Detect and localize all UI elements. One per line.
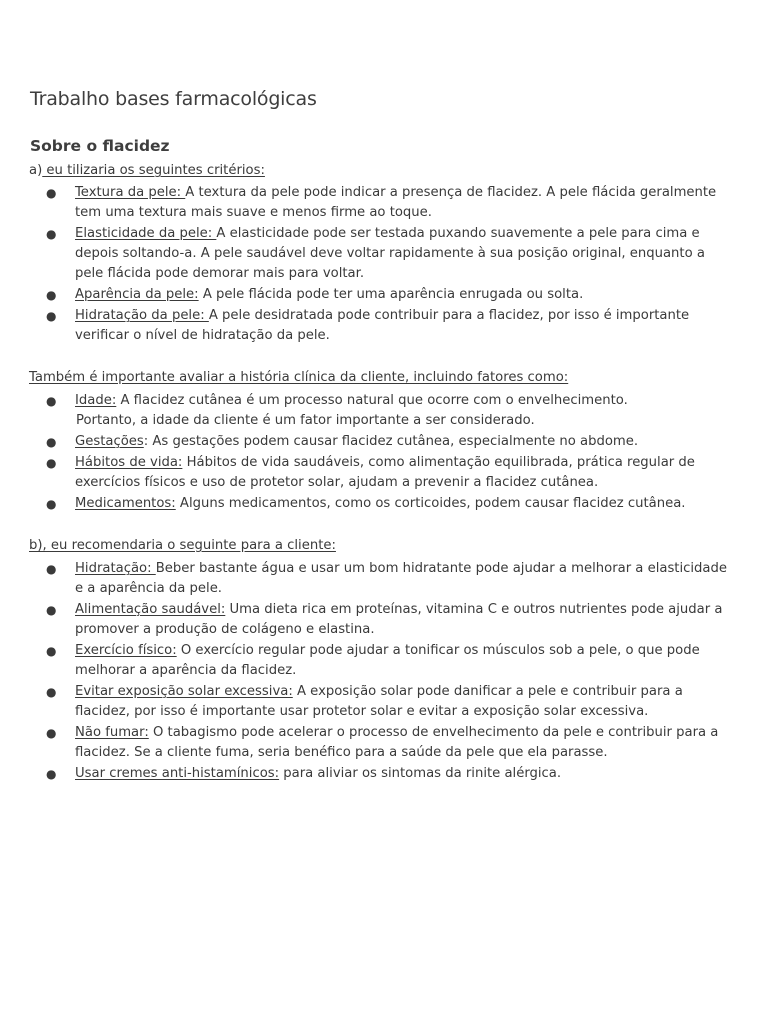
list-item: ● Elasticidade da pele: A elasticidade pode ser testada puxando suavemente a pele para cima e depois soltando-a. A pele saudável deve voltar rapidamente à sua posição original, enquanto a pele flácida pode demorar mais para voltar. [46,226,705,281]
list-item: ● Textura da pele: A textura da pele pode indicar a presença de flacidez. A pele flácida geralmente tem uma textura mais suave e menos firme ao toque. [46,185,717,220]
bullet-icon: ● [46,288,57,302]
list-item: ● Alimentação saudável: Uma dieta rica em proteínas, vitamina C e outros nutrientes pode ajudar a promover a produção de colágeno e elastina. [46,602,723,637]
list-item: ● Hidratação da pele: A pele desidratada pode contribuir para a flacidez, por isso é importante verificar o nível de hidratação da pele. [46,308,690,343]
bullet-icon: ● [46,644,57,658]
bullet-icon: ● [46,562,57,576]
bullet-icon: ● [46,435,57,449]
document-title: Trabalho bases farmacológicas [30,88,317,110]
list-item: ● Exercício físico: O exercício regular pode ajudar a tonificar os músculos sob a pele, o que pode melhorar a aparência da flacidez. [46,643,700,678]
list-item: ● Aparência da pele: A pele flácida pode ter uma aparência enrugada ou solta. [0,285,727,305]
section-a-lead: a) eu tilizaria os seguintes critérios: [29,163,265,178]
list-item: ● Não fumar: O tabagismo pode acelerar o processo de envelhecimento da pele e contribuir para a flacidez. Se a cliente fuma, seria benéfico para a saúde da pele que ela parasse. [46,725,719,760]
bullet-icon: ● [46,456,57,470]
bullet-icon: ● [46,726,57,740]
recommendations-list [0,559,727,784]
section-subtitle: Sobre o flacidez [30,137,170,155]
list-item: ● Gestações: As gestações podem causar flacidez cutânea, especialmente no abdome. [0,432,727,452]
bullet-icon: ● [46,603,57,617]
list-item: ● Evitar exposição solar excessiva: A exposição solar pode danificar a pele e contribuir para a flacidez, por isso é importante usar protetor solar e evitar a exposição solar excessiva. [46,684,683,719]
list-item: ● Idade: A flacidez cutânea é um processo natural que ocorre com o envelhecimento. [0,391,727,411]
criteria-list [0,183,727,346]
history-list [0,391,728,514]
bullet-icon: ● [46,394,57,408]
section-history-lead: Também é importante avaliar a história clínica da cliente, incluindo fatores como: [29,370,569,385]
bullet-icon: ● [46,497,57,511]
list-item: ● Usar cremes anti-histamínicos: para aliviar os sintomas da rinite alérgica. [0,764,727,784]
list-item: ● Hidratação: Beber bastante água e usar um bom hidratante pode ajudar a melhorar a elasticidade e a aparência da pele. [46,561,727,596]
section-b-lead: b), eu recomendaria o seguinte para a cliente: [29,538,336,553]
list-item: ● Hábitos de vida: Hábitos de vida saudáveis, como alimentação equilibrada, prática regular de exercícios físicos e uso de protetor solar, ajudam a prevenir a flacidez cutânea. [46,455,695,490]
list-item-continuation: Portanto, a idade da cliente é um fator importante a ser considerado. [76,413,535,428]
bullet-icon: ● [46,227,57,241]
list-item: ● Medicamentos: Alguns medicamentos, como os corticoides, podem causar flacidez cutânea. [0,494,727,514]
bullet-icon: ● [46,186,57,200]
bullet-icon: ● [46,767,57,781]
bullet-icon: ● [46,309,57,323]
bullet-icon: ● [46,685,57,699]
